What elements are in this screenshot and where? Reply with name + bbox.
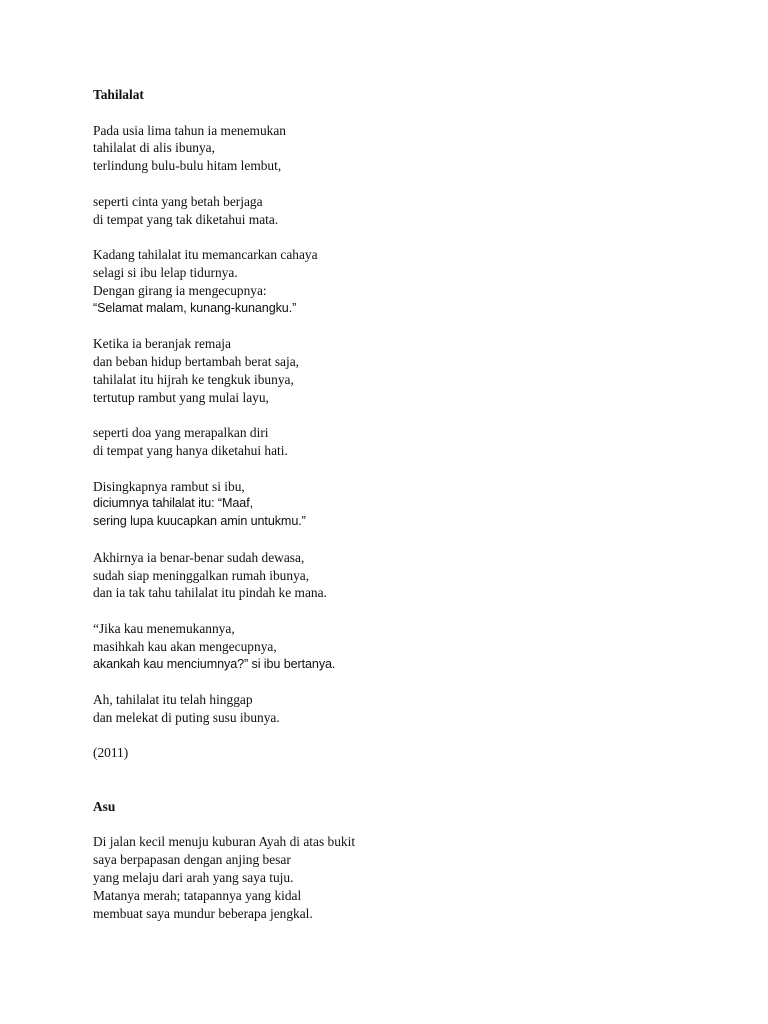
stanza [93,691,733,727]
poem-line: masihkah kau akan mengecupnya, [93,638,277,654]
poem-line: Ah, tahilalat itu telah hinggap [93,692,253,708]
poem-line: seperti doa yang merapalkan diri [93,425,269,441]
poem-line: Matanya merah; tatapannya yang kidal [93,887,302,903]
poem-title: Asu [93,798,116,814]
poem-line: Dengan girang ia mengecupnya: [93,282,267,298]
poem-line: “Jika kau menemukannya, [93,620,235,636]
poem-line: Ketika ia beranjak remaja [93,336,231,352]
poem-year [93,744,733,762]
stanza [93,424,733,460]
stanza [93,335,733,406]
poem-line: akankah kau menciumnya?” si ibu bertanya. [93,656,336,671]
poem-title: Tahilalat [93,87,144,102]
poem-asu [93,798,733,923]
document-page [93,86,733,940]
poem-line: yang melaju dari arah yang saya tuju. [93,870,294,886]
stanza [93,246,733,317]
poem-line: terlindung bulu-bulu hitam lembut, [93,158,282,174]
poem-line: Di jalan kecil menuju kuburan Ayah di atas bukit [93,834,356,850]
poem-line: saya berpapasan dengan anjing besar [93,852,291,868]
poem-tahilalat [93,86,733,762]
poem-line: membuat saya mundur beberapa jengkal. [93,905,313,921]
poem-line: selagi si ibu lelap tidurnya. [93,264,238,280]
poem-line: tahilalat itu hijrah ke tengkuk ibunya, [93,371,294,387]
poem-line: Kadang tahilalat itu memancarkan cahaya [93,247,318,263]
stanza [93,549,733,602]
poem-line: tahilalat di alis ibunya, [93,140,215,156]
poem-line: Pada usia lima tahun ia menemukan [93,122,286,138]
poem-line: (2011) [93,745,129,761]
poem-line: dan ia tak tahu tahilalat itu pindah ke mana. [93,585,327,601]
stanza [93,620,733,673]
poem-line: Disingkapnya rambut si ibu, [93,478,245,494]
poem-line: diciumnya tahilalat itu: “Maaf, [93,496,253,511]
poem-line: sering lupa kuucapkan amin untukmu.” [93,514,306,529]
poem-line: dan beban hidup bertambah berat saja, [93,353,299,369]
poem-line: “Selamat malam, kunang-kunangku.” [93,300,297,315]
stanza [93,478,733,531]
stanza [93,122,733,175]
poem-line: sudah siap meninggalkan rumah ibunya, [93,567,310,583]
poem-separator [93,780,733,798]
poem-line: dan melekat di puting susu ibunya. [93,709,280,725]
poem-line: Akhirnya ia benar-benar sudah dewasa, [93,549,305,565]
poem-line: seperti cinta yang betah berjaga [93,193,263,209]
stanza [93,833,733,922]
poem-line: tertutup rambut yang mulai layu, [93,389,269,405]
poem-line: di tempat yang tak diketahui mata. [93,211,279,227]
stanza [93,193,733,229]
poem-line: di tempat yang hanya diketahui hati. [93,442,288,458]
